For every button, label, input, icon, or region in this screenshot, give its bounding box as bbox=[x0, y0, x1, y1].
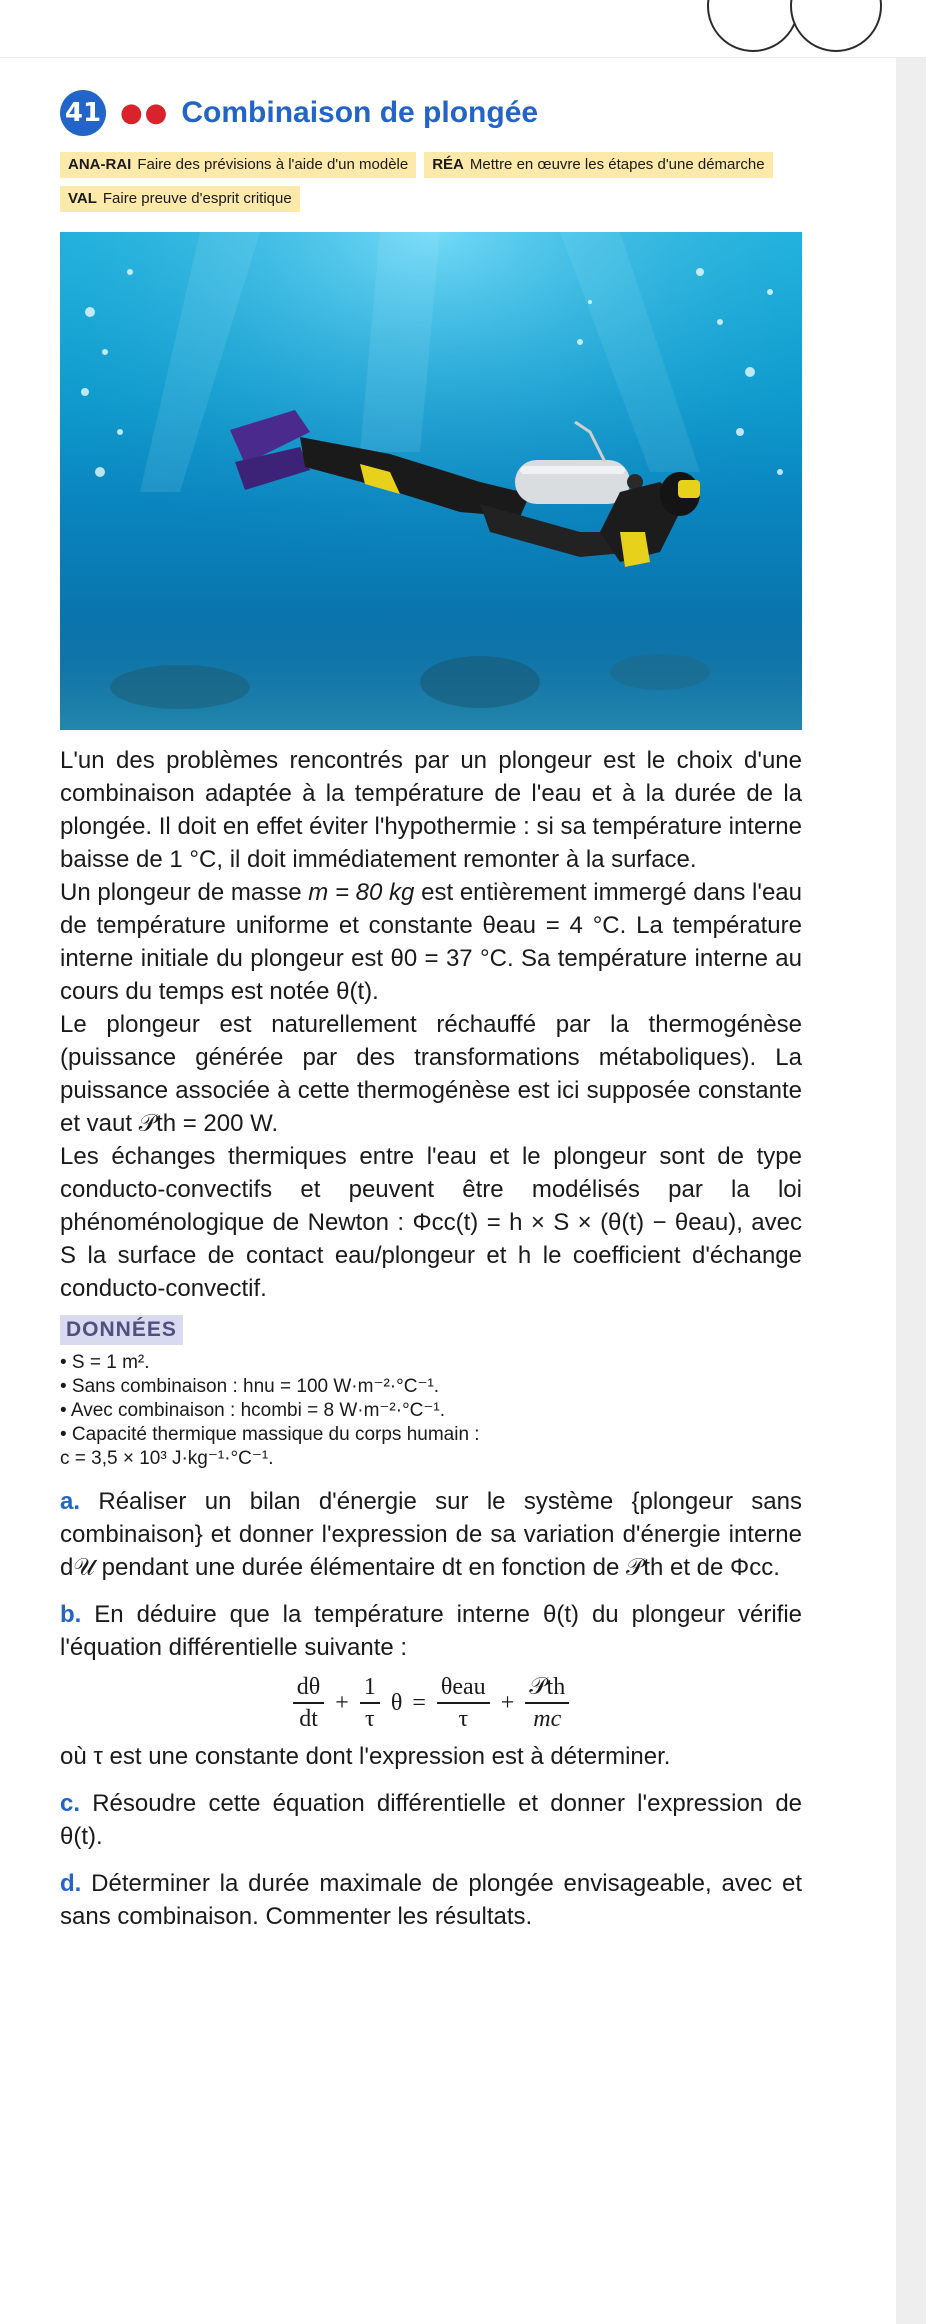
exercise-title: Combinaison de plongée bbox=[181, 96, 539, 129]
skill-tags bbox=[60, 148, 802, 216]
question-b: b. En déduire que la température interne θ(t) du plongeur vérifie l'équation différentielle suivante : bbox=[60, 1601, 802, 1661]
question-c: c. Résoudre cette équation différentielle et donner l'expression de θ(t). bbox=[60, 1790, 803, 1850]
fraction-one-over-tau: $\frac{1}{\tau}$ bbox=[360, 1672, 380, 1734]
diver-illustration bbox=[60, 232, 802, 730]
skill-tag: ANA-RAI Faire des prévisions à l'aide d'un modèle bbox=[60, 152, 416, 178]
data-item: c = 3,5 × 10³ J·kg⁻¹·°C⁻¹. bbox=[60, 1448, 274, 1469]
differential-equation: $\frac{d\theta}{dt}$ + $\frac{1}{\tau}$ θ = $\frac{\text{θeau}}{\tau}$ + $\frac{\text{𝒫th}}{mc}$ bbox=[60, 1672, 802, 1738]
tau-note: où τ est une constante dont l'expression est à déterminer. bbox=[60, 1743, 671, 1770]
question-letter: c. bbox=[60, 1790, 81, 1817]
fraction-dtheta-dt: $\frac{d\theta}{dt}$ bbox=[293, 1672, 325, 1734]
question-letter: d. bbox=[60, 1870, 82, 1897]
skill-tag: VAL Faire preuve d'esprit critique bbox=[60, 186, 300, 212]
data-item: • Capacité thermique massique du corps humain : bbox=[60, 1424, 480, 1445]
skill-tag: RÉA Mettre en œuvre les étapes d'une démarche bbox=[424, 152, 772, 178]
diver-photo bbox=[60, 232, 802, 730]
data-list bbox=[60, 1351, 802, 1471]
data-item: • S = 1 m². bbox=[60, 1352, 150, 1373]
exercise-number-badge: 41 bbox=[60, 90, 106, 136]
exercise-header bbox=[60, 88, 802, 138]
data-section-label: DONNÉES bbox=[60, 1315, 183, 1345]
intro-paragraph: L'un des problèmes rencontrés par un plongeur est le choix d'une combinaison adaptée à la température de l'eau et à la durée de la plongée. Il doit en effet éviter l'hypothermie : si sa température interne baisse de 1 °C, il doit immédiatement remonter à la surface. bbox=[60, 747, 802, 873]
question-d: d. Déterminer la durée maximale de plongée envisageable, avec et sans combinaison. Commenter les résultats. bbox=[60, 1870, 802, 1930]
data-item: • Avec combinaison : hcombi = 8 W·m⁻²·°C⁻¹. bbox=[60, 1400, 446, 1421]
question-a: a. Réaliser un bilan d'énergie sur le système {plongeur sans combinaison} et donner l'expression de sa variation d'énergie interne d𝒰 pendant une durée élémentaire dt en fonction de 𝒫th et de Φcc. bbox=[60, 1488, 802, 1581]
difficulty-marks: ●● bbox=[120, 98, 170, 128]
nav-circle-button-right[interactable] bbox=[790, 0, 882, 52]
right-margin-panel bbox=[896, 0, 926, 2324]
nav-circle-button-left[interactable] bbox=[707, 0, 799, 52]
thermogenesis-paragraph: Le plongeur est naturellement réchauffé par la thermogénèse (puissance générée par des transformations métaboliques). La puissance associée à cette thermogénèse est ici supposée constante et vaut 𝒫th = 200 W. bbox=[60, 1011, 802, 1137]
fraction-pth-over-mc: $\frac{\text{𝒫th}}{mc}$ bbox=[525, 1672, 569, 1734]
data-item: • Sans combinaison : hnu = 100 W·m⁻²·°C⁻¹. bbox=[60, 1376, 440, 1397]
fraction-theta-eau-over-tau: $\frac{\text{θeau}}{\tau}$ bbox=[437, 1672, 490, 1734]
top-bar bbox=[0, 0, 926, 58]
question-letter: a. bbox=[60, 1488, 81, 1515]
exercise-content bbox=[60, 88, 802, 1933]
newton-law-paragraph: Les échanges thermiques entre l'eau et le plongeur sont de type conducto-convectifs et peuvent être modélisés par la loi phénoménologique de Newton : Φcc(t) = h × S × (θ(t) − θeau), avec S la surface de contact eau/plongeur et h le coefficient d'échange conducto-convectif. bbox=[60, 1143, 803, 1302]
diver-setup-paragraph: Un plongeur de masse m = 80 kg est entièrement immergé dans l'eau de température uniforme et constante θeau = 4 °C. La température interne initiale du plongeur est θ0 = 37 °C. Sa température interne au cours du temps est notée θ(t). bbox=[60, 879, 803, 1005]
question-letter: b. bbox=[60, 1601, 82, 1628]
